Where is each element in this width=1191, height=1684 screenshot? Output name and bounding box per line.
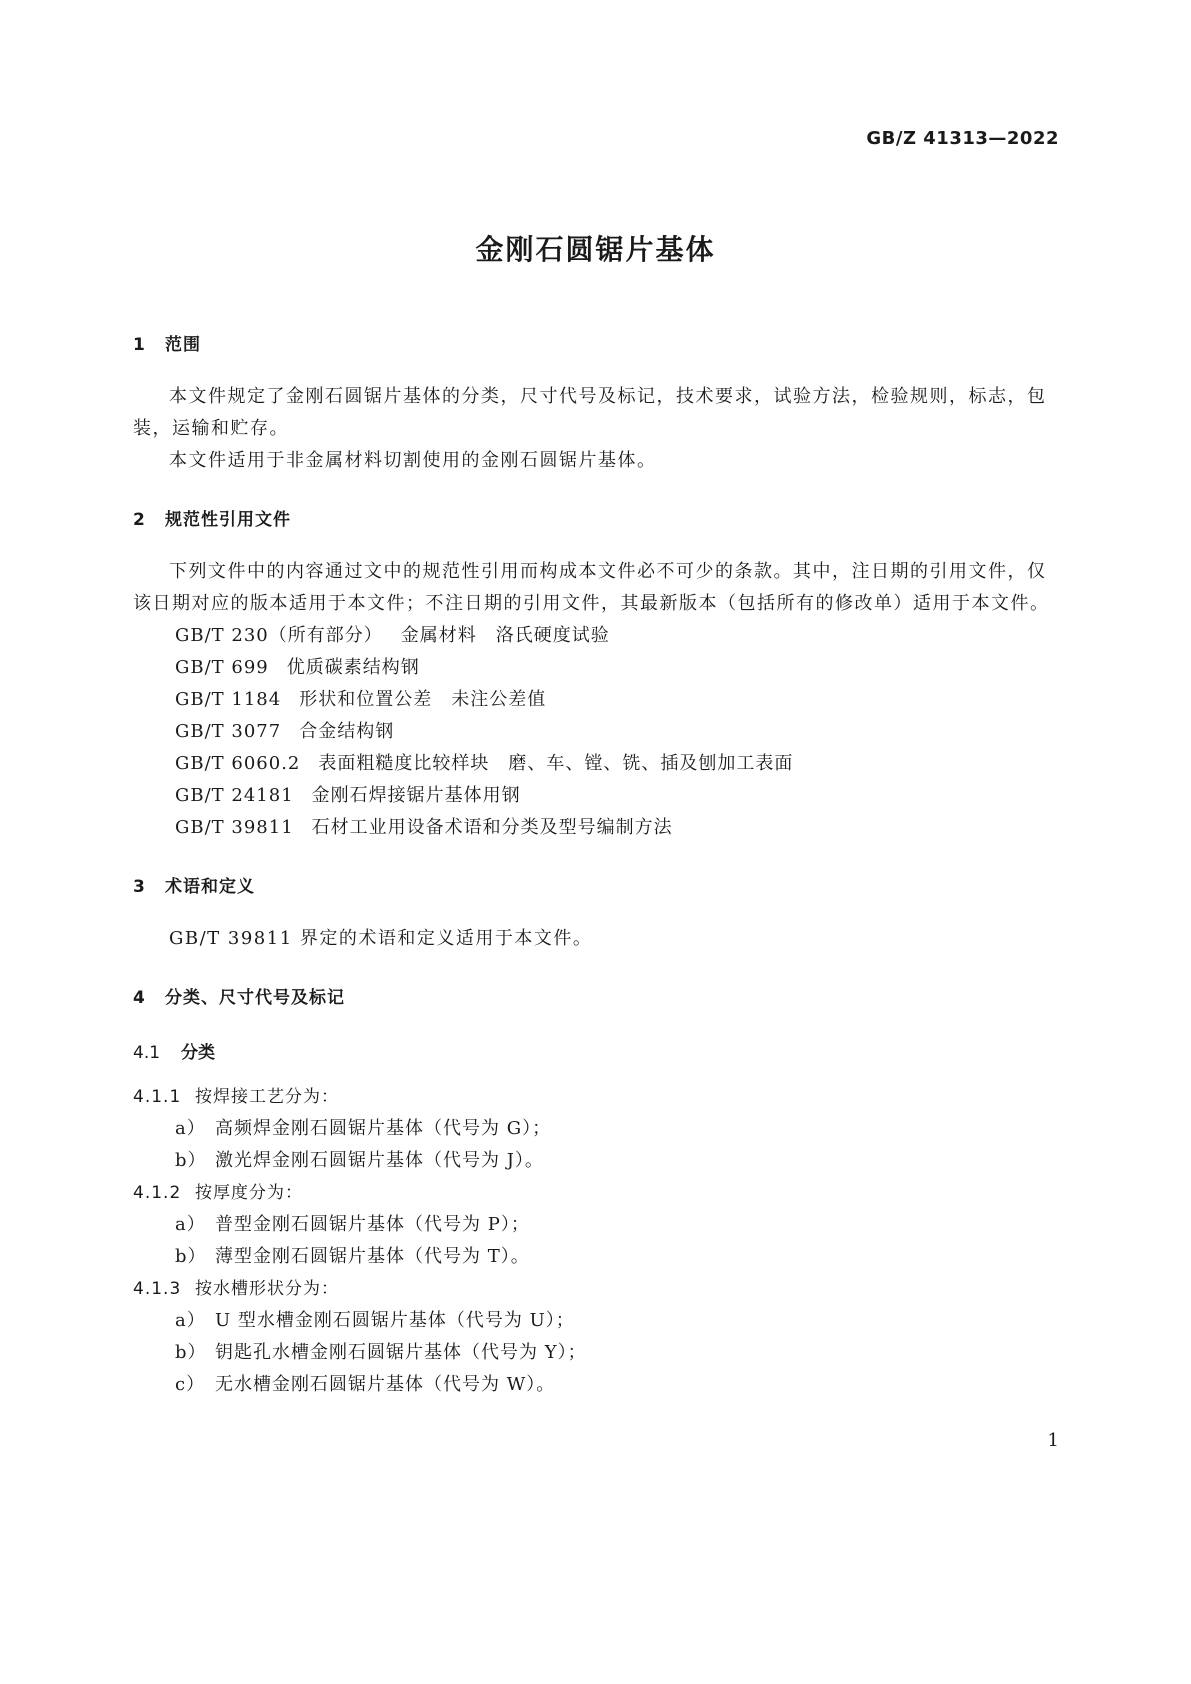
paragraph: 下列文件中的内容通过文中的规范性引用而构成本文件必不可少的条款。其中，注日期的引用文件，仅该日期对应的版本适用于本文件；不注日期的引用文件，其最新版本（包括所有的修改单）适用于本文件。 bbox=[133, 561, 1050, 614]
list-item bbox=[133, 1209, 1061, 1241]
reference-item bbox=[133, 652, 1061, 684]
list-item bbox=[133, 1241, 1061, 1273]
list-marker: b） bbox=[175, 1342, 207, 1363]
document-body bbox=[133, 330, 1061, 1401]
section-number: 1 bbox=[133, 335, 146, 355]
clause-4-1-1 bbox=[133, 1081, 1061, 1113]
reference-item bbox=[133, 812, 1061, 844]
list-text: 无水槽金刚石圆锯片基体（代号为 W）。 bbox=[215, 1374, 556, 1395]
standard-number: GB/Z 41313—2022 bbox=[866, 128, 1059, 149]
reference-code: GB/T 39811 bbox=[175, 817, 294, 838]
list-item bbox=[133, 1337, 1061, 1369]
reference-code: GB/T 3077 bbox=[175, 721, 282, 742]
subsection-title: 分类 bbox=[181, 1043, 215, 1063]
reference-item bbox=[133, 780, 1061, 812]
section-number: 3 bbox=[133, 877, 146, 897]
list-text: 钥匙孔水槽金刚石圆锯片基体（代号为 Y）； bbox=[215, 1342, 587, 1363]
section-title: 术语和定义 bbox=[165, 877, 255, 897]
list-item bbox=[133, 1369, 1061, 1401]
clause-title: 按水槽形状分为： bbox=[195, 1279, 339, 1299]
reference-title: 优质碳素结构钢 bbox=[286, 657, 420, 678]
clause-number: 4.1.3 bbox=[133, 1279, 182, 1299]
section-title: 分类、尺寸代号及标记 bbox=[165, 988, 345, 1008]
section-title: 范围 bbox=[165, 335, 201, 355]
section-4-heading bbox=[133, 983, 1061, 1008]
reference-title: 石材工业用设备术语和分类及型号编制方法 bbox=[311, 817, 673, 838]
paragraph: 本文件适用于非金属材料切割使用的金刚石圆锯片基体。 bbox=[169, 450, 657, 471]
document-title: 金刚石圆锯片基体 bbox=[475, 233, 716, 266]
reference-item bbox=[133, 620, 1061, 652]
section-title: 规范性引用文件 bbox=[165, 510, 291, 530]
list-item bbox=[133, 1145, 1061, 1177]
reference-title: 金属材料 洛氏硬度试验 bbox=[400, 625, 610, 646]
list-item bbox=[133, 1305, 1061, 1337]
list-marker: c） bbox=[175, 1374, 206, 1395]
reference-code: GB/T 1184 bbox=[175, 689, 282, 710]
subsection-number: 4.1 bbox=[133, 1043, 161, 1063]
page-number: 1 bbox=[1047, 1430, 1059, 1451]
clause-number: 4.1.2 bbox=[133, 1183, 182, 1203]
section-number: 4 bbox=[133, 988, 146, 1008]
section-number: 2 bbox=[133, 510, 146, 530]
list-text: 普型金刚石圆锯片基体（代号为 P）； bbox=[215, 1214, 530, 1235]
reference-title: 形状和位置公差 未注公差值 bbox=[299, 689, 547, 710]
list-text: U 型水槽金刚石圆锯片基体（代号为 U）； bbox=[215, 1310, 575, 1331]
reference-code: GB/T 230（所有部分） bbox=[175, 625, 383, 646]
reference-code: GB/T 24181 bbox=[175, 785, 294, 806]
clause-title: 按焊接工艺分为： bbox=[195, 1087, 339, 1107]
reference-code: GB/T 699 bbox=[175, 657, 269, 678]
list-marker: b） bbox=[175, 1246, 207, 1267]
subsection-4-1-heading bbox=[133, 1038, 1061, 1063]
section-3-heading bbox=[133, 872, 1061, 897]
clause-number: 4.1.1 bbox=[133, 1087, 182, 1107]
reference-item bbox=[133, 684, 1061, 716]
list-text: 激光焊金刚石圆锯片基体（代号为 J）。 bbox=[215, 1150, 544, 1171]
section-1-heading bbox=[133, 330, 1061, 355]
list-marker: a） bbox=[175, 1118, 206, 1139]
reference-item bbox=[133, 748, 1061, 780]
reference-item bbox=[133, 716, 1061, 748]
clause-title: 按厚度分为： bbox=[195, 1183, 303, 1203]
reference-title: 合金结构钢 bbox=[299, 721, 395, 742]
reference-code: GB/T 6060.2 bbox=[175, 753, 301, 774]
list-marker: a） bbox=[175, 1310, 206, 1331]
paragraph: 本文件规定了金刚石圆锯片基体的分类，尺寸代号及标记，技术要求，试验方法，检验规则，标志，包装，运输和贮存。 bbox=[133, 386, 1047, 439]
list-text: 薄型金刚石圆锯片基体（代号为 T）。 bbox=[215, 1246, 530, 1267]
clause-4-1-3 bbox=[133, 1273, 1061, 1305]
paragraph: GB/T 39811 界定的术语和定义适用于本文件。 bbox=[169, 928, 593, 949]
reference-title: 金刚石焊接锯片基体用钢 bbox=[311, 785, 521, 806]
list-item bbox=[133, 1113, 1061, 1145]
reference-title: 表面粗糙度比较样块 磨、车、镗、铣、插及刨加工表面 bbox=[318, 753, 794, 774]
section-2-heading bbox=[133, 505, 1061, 530]
list-marker: a） bbox=[175, 1214, 206, 1235]
list-text: 高频焊金刚石圆锯片基体（代号为 G）； bbox=[215, 1118, 552, 1139]
list-marker: b） bbox=[175, 1150, 207, 1171]
clause-4-1-2 bbox=[133, 1177, 1061, 1209]
